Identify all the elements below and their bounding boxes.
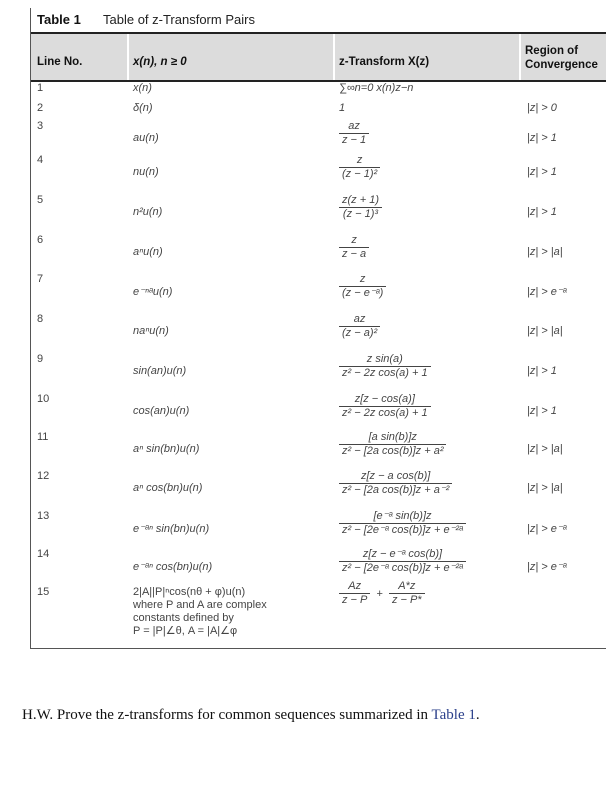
xn-cell: n²u(n) xyxy=(133,206,163,218)
table-title: Table of z-Transform Pairs xyxy=(103,12,255,27)
line-number: 4 xyxy=(37,154,44,166)
numerator: z sin(a) xyxy=(366,353,403,365)
xn-cell: cos(an)u(n) xyxy=(133,405,190,417)
denominator: z² − [2e⁻ᵃ cos(b)]z + e⁻²ᵃ xyxy=(339,561,466,575)
z-expression: 1 xyxy=(339,102,346,114)
z-transform-cell xyxy=(339,273,386,300)
plus-sign: + xyxy=(376,587,383,600)
note-end: . xyxy=(475,707,480,723)
note-text: H.W. Prove the z-transforms for common sequences summarized in xyxy=(22,707,429,723)
header-divider xyxy=(127,34,129,80)
z-transform-cell xyxy=(339,234,369,261)
denominator: (z − e⁻ᵃ) xyxy=(339,286,386,300)
line-number: 2 xyxy=(37,102,44,114)
roc-cell: |z| > e⁻ᵃ xyxy=(527,286,567,298)
fraction xyxy=(339,154,380,181)
xn-cell: e⁻ⁿᵃu(n) xyxy=(133,286,173,298)
xn-line: constants defined by xyxy=(133,612,234,624)
fraction xyxy=(339,393,431,420)
denominator: z − a xyxy=(339,247,369,261)
line-number: 13 xyxy=(37,510,50,522)
roc-cell: |z| > e⁻ᵃ xyxy=(527,561,567,573)
z-transform-cell xyxy=(339,194,382,221)
xn-line: 2|A||P|ⁿcos(nθ + φ)u(n) xyxy=(133,586,246,598)
z-transform-cell xyxy=(339,470,452,497)
z-transform-cell xyxy=(339,102,345,114)
xn-cell: δ(n) xyxy=(133,102,153,114)
z-transform-cell xyxy=(339,82,413,94)
z-transform-cell xyxy=(339,313,380,340)
denominator: z − P* xyxy=(389,593,425,607)
table-row xyxy=(31,194,606,230)
header-divider xyxy=(333,34,335,80)
line-number: 14 xyxy=(37,548,50,560)
numerator: z[z − e⁻ᵃ cos(b)] xyxy=(362,548,443,560)
fraction xyxy=(389,580,425,607)
z-transform-cell xyxy=(339,120,369,147)
fraction xyxy=(339,234,369,261)
denominator: z² − [2e⁻ᵃ cos(b)]z + e⁻²ᵃ xyxy=(339,523,466,537)
table-row xyxy=(31,470,606,506)
table-row xyxy=(31,548,606,584)
denominator: (z − 1)³ xyxy=(339,207,382,221)
xn-cell: x(n) xyxy=(133,82,152,94)
fraction xyxy=(339,353,431,380)
fraction xyxy=(339,510,466,537)
xn-cell: e⁻ᵃⁿ cos(bn)u(n) xyxy=(133,561,213,573)
roc-cell: |z| > |a| xyxy=(527,482,563,494)
line-number: 6 xyxy=(37,234,44,246)
line-number: 9 xyxy=(37,353,44,365)
denominator: z² − [2a cos(b)]z + a⁻² xyxy=(339,483,452,497)
z-transform-cell xyxy=(339,548,466,575)
line-number: 12 xyxy=(37,470,50,482)
line-number: 15 xyxy=(37,586,50,598)
table-row xyxy=(31,120,606,156)
numerator: az xyxy=(348,120,360,132)
roc-cell: |z| > 1 xyxy=(527,166,557,178)
z-transform-cell xyxy=(339,353,431,380)
xn-cell: e⁻ᵃⁿ sin(bn)u(n) xyxy=(133,523,210,535)
numerator: az xyxy=(353,313,366,325)
xn-cell xyxy=(133,586,267,638)
denominator: z − P xyxy=(339,593,370,607)
homework-note xyxy=(22,707,602,724)
xn-line: P = |P|∠θ, A = |A|∠φ xyxy=(133,625,238,637)
line-number: 1 xyxy=(37,82,44,94)
numerator: z xyxy=(356,154,363,166)
table-label: Table 1 xyxy=(37,12,81,27)
table-caption xyxy=(31,8,606,34)
header-divider xyxy=(519,34,521,80)
table-reference-link[interactable]: Table 1 xyxy=(431,707,476,723)
fraction xyxy=(339,580,370,607)
numerator: z[z − cos(a)] xyxy=(354,393,415,405)
table-row xyxy=(31,234,606,270)
roc-cell: |z| > 1 xyxy=(527,405,557,417)
numerator: [a sin(b)]z xyxy=(368,431,417,443)
line-number: 10 xyxy=(37,393,50,405)
line-number: 7 xyxy=(37,273,44,285)
denominator: z − 1 xyxy=(339,133,369,147)
line-number: 11 xyxy=(37,431,49,443)
table-row xyxy=(31,510,606,546)
z-transform-cell xyxy=(339,393,431,420)
denominator: (z − a)² xyxy=(339,326,380,340)
table-row xyxy=(31,431,606,467)
denominator: z² − [2a cos(b)]z + a² xyxy=(339,444,446,458)
header-line-no: Line No. xyxy=(37,56,83,68)
xn-cell: sin(an)u(n) xyxy=(133,365,187,377)
table-row xyxy=(31,393,606,429)
fraction xyxy=(339,431,446,458)
z-transform-cell xyxy=(339,154,380,181)
roc-cell: |z| > |a| xyxy=(527,246,563,258)
roc-cell: |z| > |a| xyxy=(527,325,563,337)
table-row xyxy=(31,313,606,349)
roc-cell: |z| > e⁻ᵃ xyxy=(527,523,567,535)
table-row xyxy=(31,273,606,309)
roc-cell: |z| > 1 xyxy=(527,365,557,377)
roc-cell: |z| > 1 xyxy=(527,206,557,218)
fraction xyxy=(339,313,380,340)
numerator: Az xyxy=(348,580,362,592)
numerator: z xyxy=(351,234,357,246)
numerator: z[z − a cos(b)] xyxy=(360,470,431,482)
z-expression: ∑∞n=0 x(n)z−n xyxy=(339,82,414,94)
line-number: 5 xyxy=(37,194,44,206)
header-roc: Region of Convergence xyxy=(525,45,598,71)
xn-cell: aⁿu(n) xyxy=(133,246,163,258)
numerator: z(z + 1) xyxy=(342,194,379,206)
table-row xyxy=(31,353,606,389)
header-z-transform: z-Transform X(z) xyxy=(339,56,430,68)
table-row xyxy=(31,154,606,190)
numerator: A*z xyxy=(398,580,416,592)
xn-cell: au(n) xyxy=(133,132,159,144)
z-transform-cell xyxy=(339,580,425,607)
fraction xyxy=(339,470,452,497)
header-xn: x(n), n ≥ 0 xyxy=(133,56,187,68)
z-transform-table xyxy=(30,8,606,649)
roc-cell: |z| > |a| xyxy=(527,443,563,455)
line-number: 8 xyxy=(37,313,44,325)
roc-cell: |z| > 1 xyxy=(527,132,557,144)
denominator: z² − 2z cos(a) + 1 xyxy=(339,406,431,420)
table-row xyxy=(31,580,606,644)
roc-cell: |z| > 0 xyxy=(527,102,557,114)
line-number: 3 xyxy=(37,120,44,132)
table-header-row xyxy=(31,34,606,82)
denominator: (z − 1)² xyxy=(339,167,380,181)
xn-cell: aⁿ cos(bn)u(n) xyxy=(133,482,203,494)
z-transform-cell xyxy=(339,431,446,458)
fraction xyxy=(339,120,369,147)
numerator: [e⁻ᵃ sin(b)]z xyxy=(373,510,432,522)
xn-cell: aⁿ sin(bn)u(n) xyxy=(133,443,200,455)
denominator: z² − 2z cos(a) + 1 xyxy=(339,366,431,380)
xn-line: where P and A are complex xyxy=(133,599,267,611)
z-transform-cell xyxy=(339,510,466,537)
numerator: z xyxy=(359,273,366,285)
fraction xyxy=(339,194,382,221)
fraction xyxy=(339,548,466,575)
xn-cell: nu(n) xyxy=(133,166,159,178)
fraction xyxy=(339,273,386,300)
xn-cell: naⁿu(n) xyxy=(133,325,169,337)
